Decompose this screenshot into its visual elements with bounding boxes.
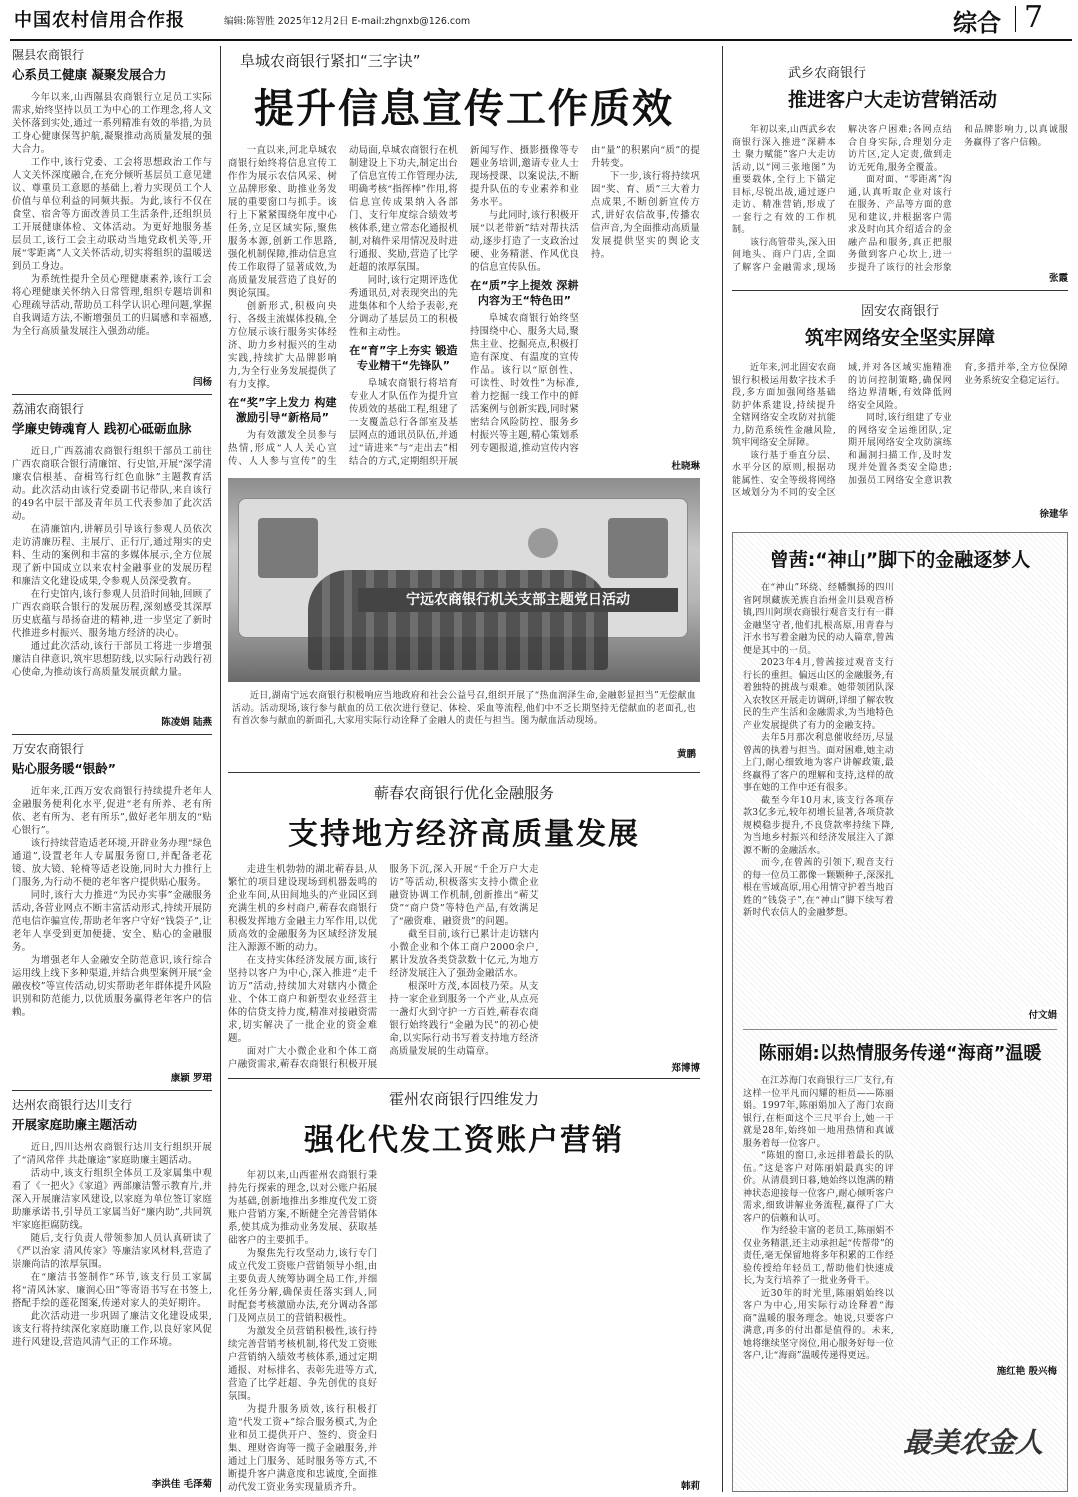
article-wanan [12,740,212,1084]
article-body: 近年来,江西万安农商银行持续提升老年人金融服务便利化水平,促进“老有所养、老有所依、老有所为、老有所乐”,做好老年朋友的“贴心银行”。 该行持续营造适老环境,开辟业务办理“绿色通道”,设置老年人专属服务窗口,并配备老花镜、放大镜、轮椅等适老设施,同时大力推行上门服务,为行动不便的老年客户提供贴心服务。 同时,该行大力推进“为民办实事”金融服务活动,各营业网点不断丰富活动形式,持续开展防范电信诈骗宣传,帮助老年客户守好“钱袋子”,让老年人享受到更加便捷、安全、贴心的金融服务。 为增强老年人金融安全防范意识,该行综合运用线上线下多种渠道,并结合典型案例开展“金融夜校”等宣传活动,切实帮助老年群体提升风险识别和防范能力,以优质服务赢得老年客户的信赖。 [12,786,212,1018]
byline: 施红艳 殷兴梅 [991,1363,1057,1377]
article-body: 走进生机勃勃的湖北蕲春县,从繁忙的项目建设现场到机器轰鸣的企业车间,从田间地头的产业园区到充满生机的乡村商户,蕲春农商银行积极发挥地方金融主力军作用,以优质高效的金融服务为区域经济发展注入源源不断的动力。 在支持实体经济发展方面,该行坚持以客户为中心,深入推进“走千访万”活动,持续加大对辖内小微企业、个体工商户和新型农业经营主体的信贷支持力度,精准对接融资需求,切实解决了一批企业的资金难题。 面对广大小微企业和个体工商户融资需求,蕲春农商银行积极开展服务下沉,深入开展“千企万户大走访”等活动,积极落实支持小微企业融资协调工作机制,创新推出“蕲艾贷”“商户贷”等特色产品,有效满足了“融资难、融资贵”的问题。 截至目前,该行已累计走访辖内小微企业和个体工商户2000余户,累计发放各类贷款数十亿元,为地方经济发展注入了强劲金融活水。 根深叶方茂,本固枝乃荣。从支持一家企业到服务一个产业,从点亮一盏灯火到守护一方百姓,蕲春农商银行始终践行“金融为民”的初心使命,以实际行动书写着支持地方经济高质量发展的生动篇章。 [228,864,539,1070]
article-qichun [228,782,700,1074]
headline: 开展家庭助廉主题活动 [12,1117,138,1132]
subhead: 在“育”字上夯实 锻造专业精干“先锋队” [349,344,458,372]
photo-block [228,478,700,768]
article-body: 近日,广西荔浦农商银行组织干部员工前往广西农商联合银行清廉馆、行史馆,开展“深学清廉农信根基、奋楫笃行红色血脉”主题教育活动。此次活动由该行党委副书记带队,来自该行的49名中层干部及青年员工代表参加了此次活动。 在清廉馆内,讲解员引导该行参观人员依次走访清廉历程、主展厅、正行厅,通过翔实的史料、生动的案例和丰富的多媒体展示,全方位展现了新中国成立以来农村金融事业的发展历程和廉洁文化建设成果,令参观人员深受教育。 在行史馆内,该行参观人员沿时间轴,回顾了广西农商联合银行的发展历程,深刻感受其深厚历史底蕴与昂扬奋进的精神,进一步坚定了新时代推进乡村振兴、服务地方经济的决心。 通过此次活动,该行干部员工将进一步增强廉洁自律意识,筑牢思想防线,以实际行动践行初心使命,为推动该行高质量发展贡献力量。 [12,446,212,678]
kicker: 阜城农商银行紧扣“三字诀” [240,52,421,70]
profile-zengqian [743,541,1057,1021]
subhead: 在“奖”字上发力 构建激励引导“新格局” [228,396,337,424]
headline: 筑牢网络安全坚实屏障 [804,327,995,349]
article-huozhou [228,1088,700,1492]
byline: 黄鹏 [671,746,696,760]
headline: 心系员工健康 凝聚发展合力 [12,67,167,82]
divider [732,290,1068,291]
kicker: 隰县农商银行 [12,48,85,62]
article-fucheng [228,50,700,472]
byline: 付文娟 [1022,1007,1057,1021]
page-number: 7 [1024,0,1044,35]
kicker: 武乡农商银行 [788,66,867,81]
photo-banner: 宁远农商银行机关支部主题党日活动 [358,588,678,612]
byline: 徐建华 [1033,506,1068,520]
group-of-people [308,570,608,670]
heart-icon [528,528,558,558]
column-rule-left [220,46,221,1492]
byline: 韩莉 [675,1478,700,1492]
byline: 闫杨 [187,374,212,388]
article-body: 年初以来,山西武乡农商银行深入推进“深耕本土 聚力赋能”客户大走访活动,以“网三张地图”为重要载体,全行上下锚定目标,尽锐出战,通过逐户走访、精准营销,形成了一套行之有效的工作机制。 该行高管带头,深入田间地头、商户门店,全面了解客户金融需求,现场解决客户困难;各网点结合自身实际,合理划分走访片区,定人定责,做到走访无死角,服务全覆盖。 面对面、“零距离”沟通,认真听取企业对该行在服务、产品等方面的意见和建议,并根据客户需求及时向其介绍适合的金融产品和服务,真正把服务做到客户心坎上,进一步提升了该行的社会形象和品牌影响力,以真诚服务赢得了客户信赖。 [732,125,1068,273]
column-rule-right [722,46,723,1492]
divider [12,734,212,735]
masthead [0,0,1078,38]
footer-logo: 最美农金人 [902,1426,1043,1459]
headline: 推进客户大走访营销活动 [788,89,998,111]
photo-caption: 近日,湖南宁远农商银行积极响应当地政府和社会公益号召,组织开展了“热血润泽生命,金融彰显担当”无偿献血活动。活动现场,该行参与献血的员工依次进行登记、体检、采血等流程,他们中不乏长期坚持无偿献血的老面孔,也有首次参与献血的新面孔,大家用实际行动诠释了金融人的责任与担当。图为献血活动现场。 [232,691,696,726]
section-name: 综合 [953,9,1001,37]
article-wuxiang [732,62,1068,284]
bus-window [258,518,318,578]
kicker: 蕲春农商银行优化金融服务 [373,784,554,802]
profiles-box [732,532,1068,1492]
article-body: 今年以来,山西隰县农商银行立足员工实际需求,始终坚持以员工为中心的工作理念,将人文关怀落到实处,通过一系列精准有效的举措,为员工身心健康保驾护航,凝聚推动高质量发展的强大合力。 工作中,该行党委、工会将思想政治工作与人文关怀深度融合,在充分倾听基层员工意见建议、尊重员工意愿的基础上,着力实现员工个人价值与单位利益的同频共振。为此,该行不仅在食堂、宿舍等方面改善员工生活条件,还组织员工开展健康体检、文体活动。为更好地服务基层员工,该行工会主动联动当地党政机关等,开展“零距离”人文关怀活动,切实将组织的温暖送到员工身边。 为系统性提升全员心理健康素养,该行工会将心理健康关怀纳入日常管理,组织专题培训和心理疏导活动,帮助员工科学认识心理问题,掌握自我调适方法,不断增强员工的归属感和幸福感,为全行高质量发展注入强劲动能。 [12,92,212,337]
article-body: 在江苏海门农商银行三厂支行,有这样一位平凡而闪耀的柜员——陈丽娟。1997年,陈丽娟加入了海门农商银行,在柜面这个三尺平台上,她一干就是28年,始终如一地用热情和真诚服务着每一位客户。 “陈姐的窗口,永远排着最长的队伍。”这是客户对陈丽娟最真实的评价。从清晨到日暮,她始终以饱满的精神状态迎接每一位客户,耐心倾听客户需求,细致讲解业务流程,赢得了广大客户的信赖和认可。 作为经验丰富的老员工,陈丽娟不仅业务精湛,还主动承担起“传帮带”的责任,毫无保留地将多年积累的工作经验传授给年轻员工,帮助他们快速成长,为支行培养了一批业务骨干。 近30年的时光里,陈丽娟始终以客户为中心,用实际行动诠释着“海商”温暖的服务理念。她说,只要客户满意,再多的付出都是值得的。未来,她将继续坚守岗位,用心服务好每一位客户,让“海商”温暖传递得更远。 [743,1076,894,1361]
byline: 杜晓琳 [665,458,700,472]
article-body: 在“神山”环绕、经幡飘扬的四川省阿坝藏族羌族自治州金川县观音桥镇,四川阿坝农商银行观音支行有一群金融坚守者,他们扎根高原,用青春与汗水书写着金融为民的动人篇章,曾茜便是其中的一员。 2023年4月,曾茜接过观音支行行长的重担。偏远山区的金融服务,有着独特的挑战与艰难。她带领团队深入农牧区开展走访调研,详细了解农牧民的生产生活和金融需求,为当地特色产业发展提供了有力的金融支持。 去年5月那次利息催收经历,尽显曾茜的执着与担当。面对困难,她主动上门,耐心细致地为客户讲解政策,最终赢得了客户的理解和支持,这样的故事在她的工作中还有很多。 截至今年10月末,该支行各项存款3亿多元,较年初增长显著,各项贷款规模稳步提升,不良贷款率持续下降,为当地乡村振兴和经济发展注入了源源不断的金融活水。 而今,在曾茜的引领下,观音支行的每一位员工都像一颗颗种子,深深扎根在雪域高原,用心用情守护着当地百姓的“钱袋子”,在“神山”脚下续写着新时代农信人的金融梦想。 [743,583,894,918]
headline: 支持地方经济高质量发展 [288,817,640,852]
byline: 康颖 罗珺 [165,1070,212,1084]
headline: 曾茜:“神山”脚下的金融逐梦人 [769,549,1031,571]
subhead: 在“质”字上提效 深耕内容为王“特色田” [470,279,579,307]
divider [228,772,700,773]
masthead-rule [10,39,1072,41]
article-body: 一直以来,河北阜城农商银行始终将信息宣传工作作为展示农信风采、树立品牌形象、助推业务发展的重要窗口与抓手。该行上下紧紧围绕年度中心任务,立足区域实际,聚焦服务本源,创新工作思路,强化机制保障,推动信息宣传工作取得了显著成效,为高质量发展营造了良好的舆论氛围。 创新形式,积极向央行、各级主流媒体投稿,全方位展示该行服务实体经济、助力乡村振兴的生动实践,持续扩大品牌影响力,为全行业务发展提供了有力支撑。 在“奖”字上发力 构建激励引导“新格局” 为有效激发全员参与热情,形成“人人关心宣传、人人参与宣传”的生动局面,阜城农商银行在机制建设上下功夫,制定出台了信息宣传工作管理办法,明确考核“指挥棒”作用,将信息宣传成果纳入各部门、支行年度综合绩效考核体系,建立常态化通报机制,对稿件采用情况及时进行通报、奖励,营造了比学赶超的浓厚氛围。 同时,该行定期评选优秀通讯员,对表现突出的先进集体和个人给予表彰,充分调动了基层员工的积极性和主动性。 在“育”字上夯实 锻造专业精干“先锋队” 阜城农商银行将培育专业人才队伍作为提升宣传质效的基础工程,组建了一支覆盖总行各部室及基层网点的通讯员队伍,并通过“请进来”与“走出去”相结合的方式,定期组织开展新闻写作、摄影摄像等专题业务培训,邀请专业人士现场授课、以案说法,不断提升队伍的专业素养和业务水平。 与此同时,该行积极开展“以老带新”结对帮扶活动,逐步打造了一支政治过硬、业务精湛、作风优良的信息宣传队伍。 在“质”字上提效 深耕内容为王“特色田” 阜城农商银行始终坚持围绕中心、服务大局,聚焦主业、挖掘亮点,积极打造有深度、有温度的宣传作品。该行以“原创性、可读性、时效性”为标准,着力挖掘一线工作中的鲜活案例与创新实践,同时紧密结合风险防控、服务乡村振兴等主题,精心策划系列专题报道,推动宣传内容由“量”的积累向“质”的提升转变。 下一步,该行将持续巩固“奖、育、质”三大着力点成果,不断创新宣传方式,讲好农信故事,传播农信声音,为全面推动高质量发展提供坚实的舆论支持。 [228,145,700,467]
kicker: 达州农商银行达川支行 [12,1098,133,1112]
article-body: 年初以来,山西霍州农商银行秉持先行探索的理念,以对公账户拓展为基础,创新地推出多维度代发工资账户营销方案,不断健全完善营销体系,使其成为推动业务发展、获取基础客户的主要抓手。 为聚焦先行攻坚动力,该行专门成立代发工资账户营销领导小组,由主要负责人统筹协调全局工作,并细化任务分解,确保责任落实到人,同时配套考核激励办法,充分调动各部门及网点员工的营销积极性。 为激发全员营销积极性,该行持续完善营销考核机制,将代发工资账户营销纳入绩效考核体系,通过定期通报、对标排名、表彰先进等方式,营造了比学赶超、争先创优的良好氛围。 为提升服务质效,该行积极打造“代发工资+”综合服务模式,为企业和员工提供开户、签约、资金归集、理财咨询等一揽子金融服务,并通过上门服务、延时服务等方式,不断提升客户满意度和忠诚度,全面推动代发工资业务实现量质齐升。 [228,1170,378,1492]
headline: 学廉史铸魂育人 践初心砥砺血脉 [12,421,192,436]
headline: 强化代发工资账户营销 [304,1123,624,1158]
byline: 陈凌娟 陆燕 [155,714,212,728]
article-body: 近年来,河北固安农商银行积极运用数字技术手段,多方面加强网络基础防护体系建设,持续提升全辖网络安全攻防对抗能力,防范系统性金融风险,筑牢网络安全屏障。 该行基于垂直分层、水平分区的原则,根据功能属性、安全等级将网络区域划分为不同的安全区域,并对各区域实施精准的访问控制策略,确保网络边界清晰,有效降低网络安全风险。 同时,该行组建了专业的网络安全运维团队,定期开展网络安全攻防演练和漏洞扫描工作,及时发现并处置各类安全隐患;加强员工网络安全意识教育,多措并举,全方位保障业务系统安全稳定运行。 [732,363,1068,498]
page-divider [1015,6,1016,32]
byline: 郑博博 [665,1060,700,1074]
divider [12,394,212,395]
divider [743,1029,1057,1030]
article-dazhou [12,1096,212,1490]
kicker: 荔浦农商银行 [12,402,85,416]
byline: 张霞 [1043,270,1068,284]
kicker: 霍州农商银行四维发力 [388,1090,539,1108]
blood-drive-photo [228,478,700,682]
byline: 李洪佳 毛泽菊 [146,1476,212,1490]
article-body: 近日,四川达州农商银行达川支行组织开展了“清风常伴 共赴廉途”家庭助廉主题活动。 活动中,该支行组织全体员工及家属集中观看了《一把火》《家道》两部廉洁警示教育片,并深入开展廉洁家风建设,以家庭为单位签订家庭助廉承诺书,引导员工家属当好“廉内助”,共同筑牢家庭拒腐防线。 随后,支行负责人带领参加人员认真研读了《严以治家 清风传家》等廉洁家风材料,营造了崇廉尚洁的浓厚氛围。 在“廉洁书签制作”环节,该支行员工家属将“清风沐家、廉润心田”等寄语书写在书签上,搭配手绘的莲花图案,传递对家人的美好期许。 此次活动进一步巩固了廉洁文化建设成果,该支行将持续深化家庭助廉工作,以良好家风促进行风建设,营造风清气正的工作环境。 [12,1142,212,1348]
kicker: 固安农商银行 [860,304,939,319]
article-guan [732,300,1068,520]
editor-line: 编辑:陈智胜 2025年12月2日 E-mail:zhgnxb@126.com [224,16,471,27]
headline: 贴心服务暖“银龄” [12,761,116,776]
kicker: 万安农商银行 [12,742,85,756]
divider [12,1090,212,1091]
paper-name: 中国农村信用合作报 [14,10,185,31]
divider [228,1078,700,1079]
profile-chenlijuan [743,1037,1057,1377]
article-xixian [12,46,212,388]
bus-window [608,518,668,578]
article-lipu [12,400,212,728]
headline: 提升信息宣传工作质效 [254,86,674,132]
headline: 陈丽娟:以热情服务传递“海商”温暖 [758,1043,1042,1064]
left-column [12,46,212,1492]
